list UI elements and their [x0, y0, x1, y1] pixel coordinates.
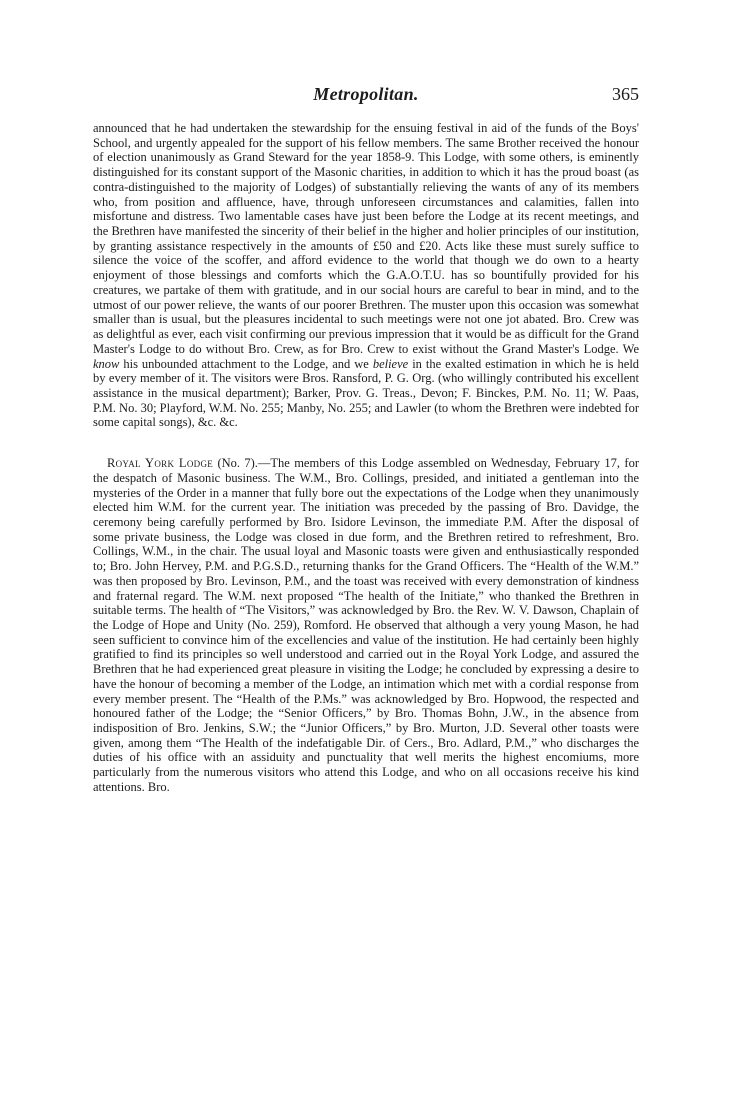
running-title: Metropolitan. [313, 84, 419, 104]
paragraph-grand-masters-lodge [93, 121, 639, 430]
paragraph-text: in the exalted estimation in which he is held by every member of it. The visitors were Bros. Ransford, P. G. Org. (who willingly contributed his excellent assistance in the musical department); Barker, Prov. G. Treas., Devon; F. Binckes, P.M. No. 11; W. Paas, P.M. No. 30; Playford, W.M. No. 255; Manby, No. 255; and Lawler (to whom the Brethren were indebted for some capital songs), &c. &c. [93, 356, 640, 430]
paragraph-text: announced that he had undertaken the stewardship for the ensuing festival in aid of the funds of the Boys' School, and urgently appealed for the support of his fellow members. The same Brother received the honour of election unanimously as Grand Steward for the year 1858-9. This Lodge, with some others, is eminently distinguished for its constant support of the Masonic charities, in addition to which it has the proud boast (as contra-distinguished to the majority of Lodges) of substantially relieving the wants of any of its members who, from position and affluence, have, through unforeseen circumstances and calamities, fallen into misfortune and distress. Two lamentable cases have just been before the Lodge at its recent meetings, and the Brethren have manifested the sincerity of their belief in the higher and holier principles of our institution, by granting assistance respectively in the amounts of £50 and £20. Acts like these must surely suffice to silence the voice of the scoffer, and afford evidence to the world that though we do own to a hearty enjoyment of those blessings and comforts which the G.A.O.T.U. has so bountifully provided for his creatures, we partake of them with gratitude, and in our social hours are careful to bear in mind, and to the utmost of our power relieve, the wants of our poorer Brethren. The muster upon this occasion was somewhat smaller than is usual, but the pleasures incidental to such meetings were not one jot abated. Bro. Crew was as delightful as ever, each visit confirming our previous impression that it would be as difficult for the Grand Master's Lodge to do without Bro. Crew, as for Bro. Crew to exist without the Grand Master's Lodge. [93, 121, 639, 356]
page-number: 365 [612, 84, 639, 104]
emphasis-know: know [93, 356, 120, 371]
lodge-name-heading: Royal York Lodge [107, 456, 214, 471]
article-body [93, 121, 639, 795]
paragraph-text: We [622, 341, 639, 356]
paragraph-text: (No. 7).—The members of this Lodge assembled on Wednesday, February 17, for the despatch of Masonic business. The W.M., Bro. Collings, presided, and initiated a gentleman into the mysteries of the Order in a manner that fully bore out the expectations of the Lodge when they unanimously elected him W.M. for the current year. The initiation was preceded by the passing of Bro. Davidge, the ceremony being carefully performed by Bro. Isidore Levinson, the immediate P.M. After the disposal of some private business, the Lodge was closed in due form, and the Brethren retired to refreshment, Bro. Collings, W.M., in the chair. The usual loyal and Masonic toasts were given and enthusiastically responded to; Bro. John Hervey, P.M. and P.G.S.D., returning thanks for the Grand Officers. The “Health of the W.M.” was then proposed by Bro. Levinson, P.M., and the toast was received with every demonstration of kindness and fraternal regard. The W.M. next proposed “The health of the Initiate,” who thanked the Brethren in suitable terms. The health of “The Visitors,” was acknowledged by Bro. the Rev. W. V. Dawson, Chaplain of the Lodge of Hope and Unity (No. 259), Romford. He observed that although a very young Mason, he had seen sufficient to convince him of the excellencies and value of the institution. He had certainly been highly gratified to find its principles so well understood and carried out in the Royal York Lodge, and assured the Brethren that he had experienced great pleasure in visiting the Lodge; he concluded by expressing a desire to have the honour of becoming a member of the Lodge, an intimation which met with a cordial response from every member present. The “Health of the P.Ms.” was acknowledged by Bro. Hopwood, the respected and honoured father of the Lodge; the “Senior Officers,” by Bro. Thomas Bohn, J.W., in the absence from indisposition of Bro. Jenkins, S.W.; the “Junior Officers,” by Bro. Murton, J.D. Several other toasts were given, among them “The Health of the indefatigable Dir. of Cers., Bro. Adlard, P.M.,” who discharges the duties of his office with an assiduity and punctuality that well merits the highest encomiums, more particularly from the numerous visitors who attend this Lodge, and who on all occasions receive his kind attentions. Bro. [93, 456, 639, 794]
paragraph-royal-york-lodge [93, 456, 639, 795]
page-header [93, 84, 639, 108]
emphasis-believe: believe [372, 356, 409, 371]
paragraph-text: his unbounded attachment to the Lodge, and we [123, 356, 369, 371]
